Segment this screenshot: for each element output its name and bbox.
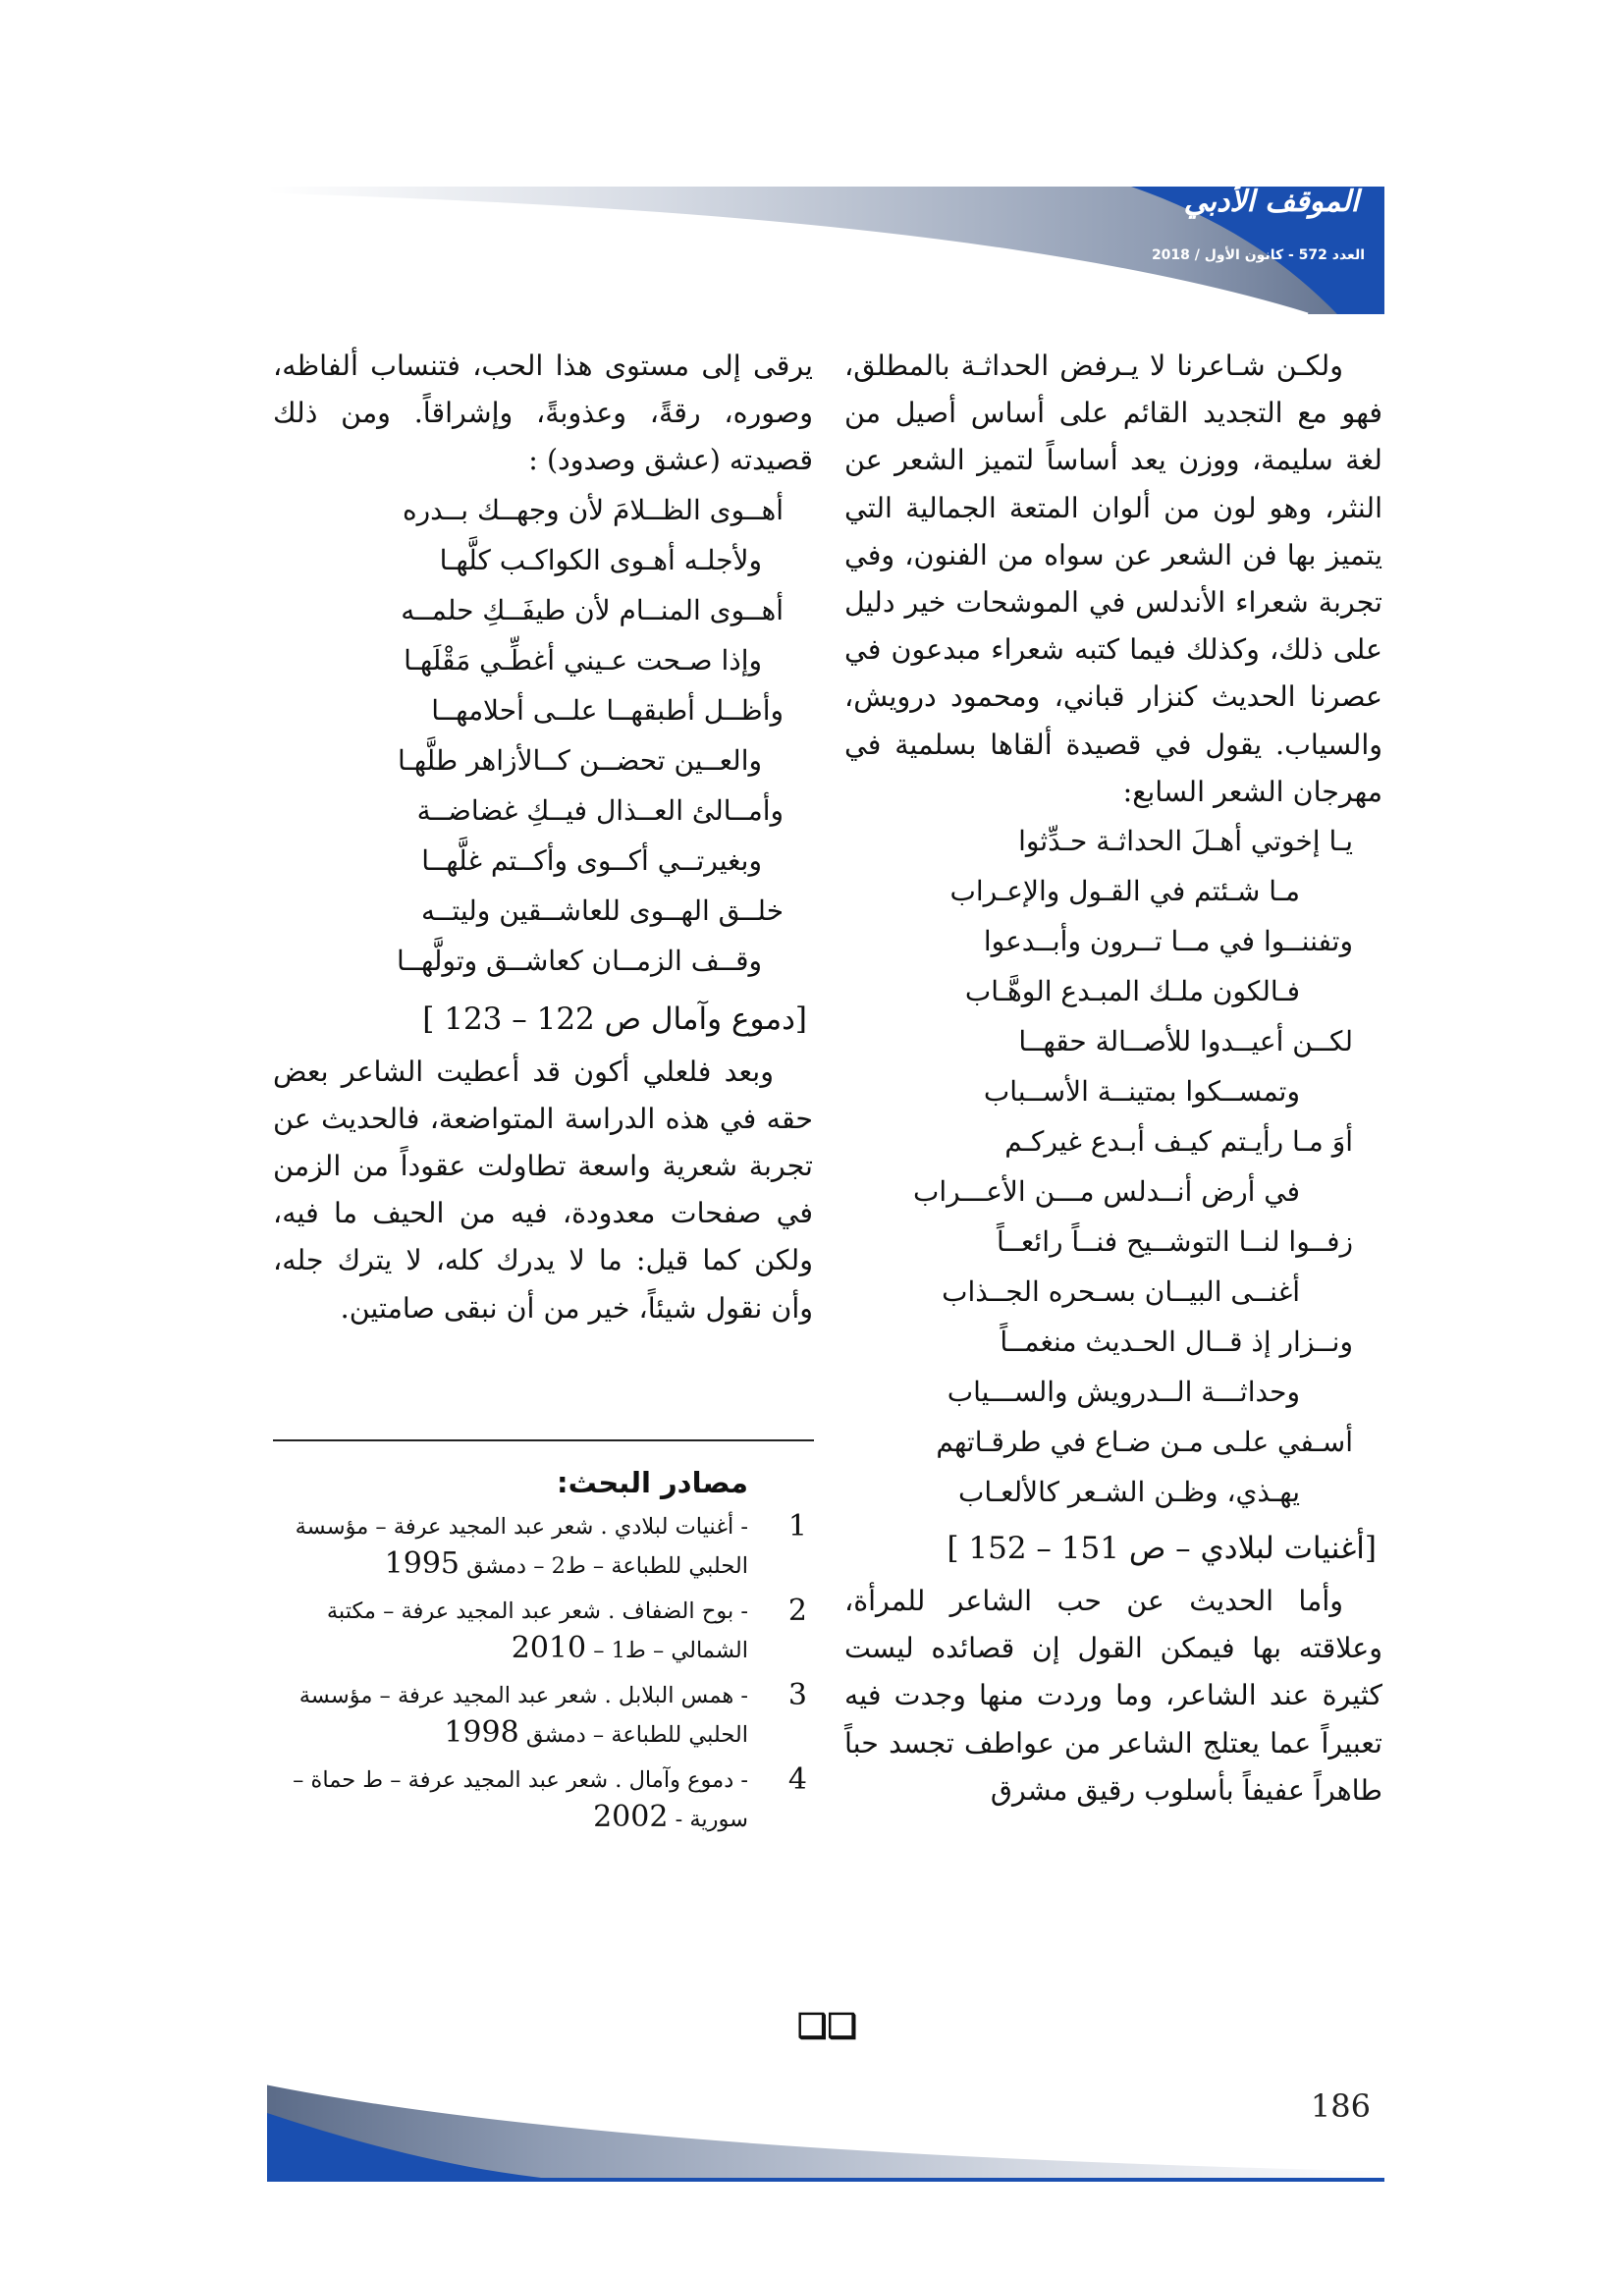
reference-number: 2 xyxy=(787,1594,807,1628)
reference-year: 2002 xyxy=(593,1800,669,1834)
references-section xyxy=(273,1457,813,1846)
poem-verse: لكــن أعيــدوا للأصــالة حقهــا xyxy=(1018,1025,1353,1058)
right-intro-paragraph: ولكـن شـاعرنا لا يـرفض الحداثـة بالمطلق، فهو مع التجديد القائم على أساس أصيل من لغة سليمة، ووزن يعد أساساً لتميز الشعر عن النثر، وهو لون من ألوان المتعة الجمالية التي يتميز بها فن الشعر عن سواه من الفنون، وفي تجربة شعراء الأندلس في الموشحات خير دليل على ذلك، وكذلك فيما كتبه شعراء مبدعون في عصرنا الحديث كنزار قباني، ومحمود درويش، والسياب. يقول في قصيدة ألقاها بسلمية في مهرجان الشعر السابع: xyxy=(844,350,1382,808)
magazine-title: الموقف الأدبي xyxy=(1183,185,1359,219)
poem-verse: وقــف الزمــان كعاشــق وتولَّهــا xyxy=(397,944,762,977)
reference-item xyxy=(273,1761,813,1838)
poem-verse: أغنــى البيــان بسـحره الجــذاب xyxy=(942,1275,1300,1309)
left-poem-citation: [دموع وآمال ص 122 – 123 ] xyxy=(422,1001,807,1037)
poem-verse: وبغيرتــي أكــوى وأكــتم غلَّهــا xyxy=(421,843,762,877)
poem-verse: وتفننــوا في مــا تــرون وأبــدعوا xyxy=(983,925,1353,958)
poem-verse: وحداثـــة الــدرويش والســـياب xyxy=(947,1376,1300,1409)
poem-verse: يـا إخوتي أهـلَ الحداثـة حـدِّثوا xyxy=(1018,825,1353,858)
reference-year: 1998 xyxy=(444,1715,519,1750)
references-divider xyxy=(273,1439,814,1441)
poem-verse: فـالكون ملـك المبـدع الوهَّـاب xyxy=(964,975,1300,1008)
poem-verse: أسـفي علـى مـن ضـاع في طرقـاتهم xyxy=(936,1426,1353,1459)
right-column xyxy=(844,343,1382,1814)
right-closing-paragraph: وأما الحديث عن حب الشاعر للمرأة، وعلاقته بها فيمكن القول إن قصائده ليست كثيرة عند الشاعر، وما وردت منها وجدت فيه تعبيراً عما يعتلج الشاعر من عواطف تجسد حباً طاهراً عفيفاً بأسلوب رقيق مشرق xyxy=(844,1585,1382,1807)
poem-verse: أهــوى المنــام لأن طيفَــكِ حلمــه xyxy=(401,593,784,626)
poem-verse: وتمســكوا بمتينــة الأســباب xyxy=(983,1075,1300,1109)
left-poem xyxy=(273,485,813,986)
reference-text: - دموع وآمال . شعر عبد المجيد عرفة – ط حماة – سورية - xyxy=(293,1767,748,1832)
poem-verse: وأمــالئ العــذال فيــكِ غضاضــة xyxy=(416,793,784,827)
reference-item xyxy=(273,1677,813,1754)
poem-verse: أهــوى الظــلامَ لأن وجهــك بــدره xyxy=(402,493,784,526)
reference-number: 3 xyxy=(787,1678,807,1712)
right-poem xyxy=(844,816,1382,1517)
poem-verse: وأظــل أطبقهــا علــى أحلامهــا xyxy=(431,693,784,727)
references-title: مصادر البحث: xyxy=(557,1466,748,1499)
poem-verse: في أرض أنــدلس مـــن الأعـــراب xyxy=(913,1175,1300,1209)
reference-item xyxy=(273,1593,813,1669)
poem-verse: يهـذي، وظـن الشـعر كالألعـاب xyxy=(958,1476,1300,1509)
end-of-article-mark: ❑❑ xyxy=(797,2007,857,2046)
poem-verse: وإذا صـحت عـيني أغطِّـي مَقْلَهـا xyxy=(404,643,762,677)
left-intro-paragraph: يرقى إلى مستوى هذا الحب، فتنساب ألفاظه، وصوره، رقةً، وعذوبةً، وإشراقاً. ومن ذلك قصيدته (عشق وصدود) : xyxy=(273,350,813,477)
left-column xyxy=(273,343,813,1332)
reference-text: - أغنيات لبلادي . شعر عبد المجيد عرفة – مؤسسة الحلبي للطباعة – ط2 – دمشق xyxy=(295,1514,748,1579)
poem-verse: ونــزار إذ قــال الحـديث منغمــاً xyxy=(1000,1326,1353,1359)
footer-band-graphic xyxy=(267,2084,1384,2182)
page-footer xyxy=(267,2084,1384,2182)
reference-text: - همس البلابل . شعر عبد المجيد عرفة – مؤسسة الحلبي للطباعة – دمشق xyxy=(298,1683,748,1748)
reference-number: 1 xyxy=(787,1509,807,1543)
right-poem-citation: [أغنيات لبلادي – ص 151 – 152 ] xyxy=(947,1531,1377,1567)
reference-number: 4 xyxy=(787,1762,807,1797)
reference-year: 2010 xyxy=(511,1631,587,1665)
reference-year: 1995 xyxy=(384,1546,460,1581)
page-header xyxy=(267,185,1384,314)
poem-verse: ولأجلـه أهـوى الكواكـب كلَّهـا xyxy=(439,543,762,576)
poem-verse: زفــوا لنــا التوشــيح فنــاً رائعــاً xyxy=(996,1225,1353,1259)
poem-verse: مـا شـئتم في القـول والإعـراب xyxy=(949,875,1300,908)
left-closing-paragraph: وبعد فلعلي أكون قد أعطيت الشاعر بعض حقه في هذه الدراسة المتواضعة، فالحديث عن تجربة شعرية واسعة تطاولت عقوداً من الزمن في صفحات معدودة، فيه من الحيف ما فيه، ولكن كما قيل: ما لا يدرك كله، لا يترك جله، وأن نقول شيئاً، خير من أن نبقى صامتين. xyxy=(273,1055,813,1325)
reference-item xyxy=(273,1508,813,1585)
poem-verse: والعــين تحضــن كــالأزاهر طلَّهـا xyxy=(397,743,762,777)
issue-line: العدد 572 - كانون الأول / 2018 xyxy=(1151,247,1365,263)
reference-text: - بوح الضفاف . شعر عبد المجيد عرفة – مكتبة الشمالي – ط1 – xyxy=(326,1598,748,1663)
page-number: 186 xyxy=(1310,2087,1371,2125)
poem-verse: أوَ مـا رأيـتم كيـف أبـدع غيركـم xyxy=(1004,1125,1353,1159)
poem-verse: خلــق الهــوى للعاشــقين وليتــه xyxy=(420,893,784,927)
